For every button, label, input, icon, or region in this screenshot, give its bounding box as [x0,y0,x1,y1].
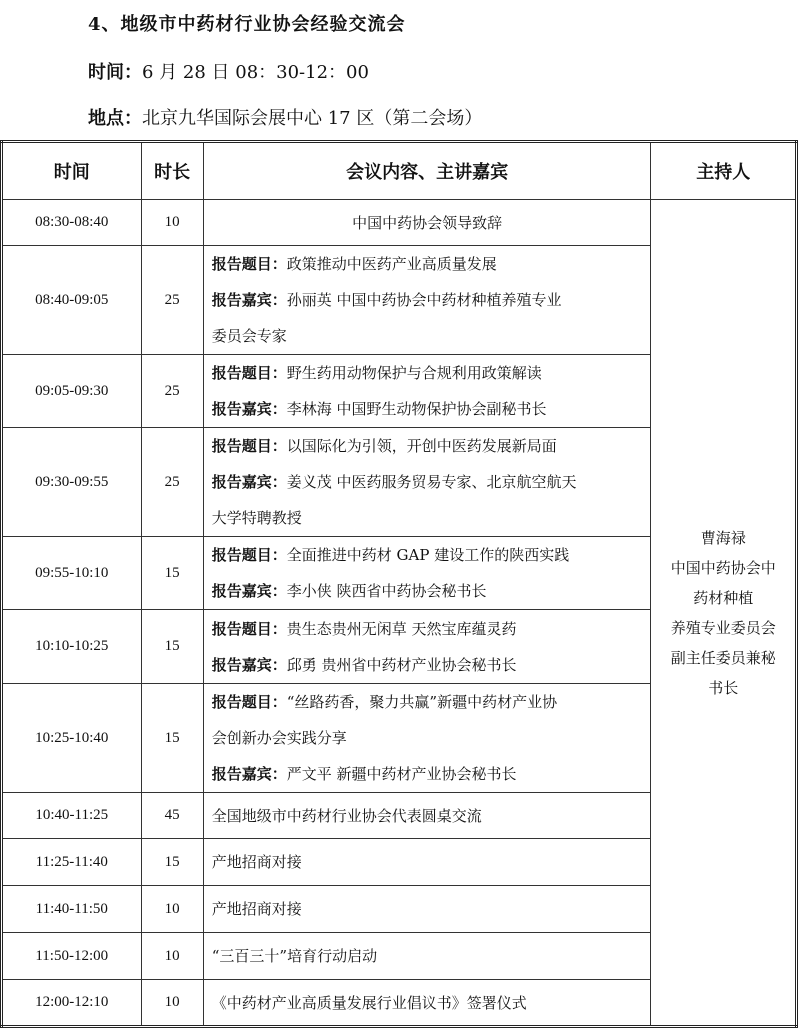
topic-continuation: 会创新办会实践分享 [211,729,347,747]
row-time: 11:50-12:00 [2,933,142,980]
row-content [203,355,651,428]
report-speaker [212,282,643,318]
host-title-line: 养殖专业委员会 [670,618,776,637]
schedule-table [0,140,798,1028]
section-title: 4、地级市中药材行业协会经验交流会 [88,14,406,35]
table-header-row [2,142,797,200]
topic-text: 全面推进中药材 GAP 建设工作的陕西实践 [286,546,570,564]
row-content [203,246,651,355]
topic-text: 以国际化为引领，开创中医药发展新局面 [286,437,557,455]
row-content [203,428,651,537]
header-time: 时间 [2,142,142,200]
speaker-tag: 报告嘉宾： [211,473,287,491]
row-duration: 10 [141,200,203,246]
row-time: 12:00-12:10 [2,980,142,1027]
topic-text: 贵生态贵州无闲草 天然宝库蕴灵药 [286,619,517,638]
speaker-text: 李小侠 陕西省中药协会秘书长 [286,582,487,600]
place-label: 地点： [88,108,142,129]
speaker-text: 李林海 中国野生动物保护协会副秘书长 [286,400,547,418]
topic-text: 政策推动中医药产业高质量发展 [286,255,497,273]
report-speaker [212,464,643,500]
row-content [203,610,651,684]
report-topic [212,428,643,464]
report-topic [212,684,643,720]
row-duration: 25 [141,246,203,355]
host-title-line: 药材种植 [693,588,754,607]
report-topic [212,246,643,282]
report-speaker [212,573,643,609]
speaker-continuation: 委员会专家 [211,327,287,345]
topic-text: “丝路药香，聚力共赢”新疆中药材产业协 [286,693,558,711]
row-time: 11:25-11:40 [2,839,142,886]
row-duration: 10 [141,886,203,933]
time-label: 时间： [88,62,142,83]
row-duration: 15 [141,684,203,793]
topic-tag: 报告题目： [211,693,287,711]
report-speaker [212,391,643,427]
speaker-tag: 报告嘉宾： [211,400,287,418]
speaker-continuation: 大学特聘教授 [211,509,302,527]
row-content: “三百三十”培育行动启动 [203,933,651,980]
host-cell [651,200,797,1027]
meeting-place [88,104,482,130]
report-topic [212,537,643,573]
row-duration: 15 [141,537,203,610]
row-content: 产地招商对接 [203,886,651,933]
row-content [203,684,651,793]
row-content: 全国地级市中药材行业协会代表圆桌交流 [203,793,651,839]
row-duration: 25 [141,428,203,537]
report-topic [212,611,643,647]
speaker-tag: 报告嘉宾： [211,765,287,783]
row-duration: 15 [141,610,203,684]
topic-tag: 报告题目： [211,364,287,382]
row-duration: 10 [141,933,203,980]
row-duration: 10 [141,980,203,1027]
header-host: 主持人 [651,142,797,200]
row-time: 10:40-11:25 [2,793,142,839]
topic-text: 野生药用动物保护与合规利用政策解读 [286,364,542,382]
row-content: 《中药材产业高质量发展行业倡议书》签署仪式 [203,980,651,1027]
topic-tag: 报告题目： [211,437,287,455]
host-title-line: 书长 [708,678,739,697]
row-time: 10:25-10:40 [2,684,142,793]
row-duration: 15 [141,839,203,886]
speaker-text: 孙丽英 中国中药协会中药材种植养殖专业 [286,291,562,309]
row-time: 09:30-09:55 [2,428,142,537]
place-value: 北京九华国际会展中心 17 区（第二会场） [142,108,483,129]
topic-tag: 报告题目： [211,619,287,638]
speaker-tag: 报告嘉宾： [211,291,287,309]
row-time: 11:40-11:50 [2,886,142,933]
speaker-tag: 报告嘉宾： [211,582,287,600]
row-time: 08:40-09:05 [2,246,142,355]
header-duration: 时长 [141,142,203,200]
table-row [2,200,797,246]
row-time: 10:10-10:25 [2,610,142,684]
topic-tag: 报告题目： [211,255,287,273]
meeting-time [88,58,369,84]
row-content [203,537,651,610]
row-duration: 45 [141,793,203,839]
report-topic [212,355,643,391]
row-time: 09:05-09:30 [2,355,142,428]
speaker-tag: 报告嘉宾： [211,655,287,674]
row-content: 产地招商对接 [203,839,651,886]
speaker-text: 严文平 新疆中药材产业协会秘书长 [286,765,517,783]
host-title-line: 副主任委员兼秘 [670,648,776,667]
row-time: 09:55-10:10 [2,537,142,610]
host-title-line: 中国中药协会中 [670,558,776,577]
speaker-text: 姜义茂 中医药服务贸易专家、北京航空航天 [286,473,577,491]
row-content: 中国中药协会领导致辞 [203,200,651,246]
header-content: 会议内容、主讲嘉宾 [203,142,651,200]
topic-tag: 报告题目： [211,546,287,564]
row-duration: 25 [141,355,203,428]
host-name: 曹海禄 [700,528,746,547]
report-speaker [212,647,643,683]
report-speaker [212,756,643,792]
time-value: 6 月 28 日 08：30-12：00 [142,62,369,83]
row-time: 08:30-08:40 [2,200,142,246]
speaker-text: 邱勇 贵州省中药材产业协会秘书长 [286,655,517,674]
